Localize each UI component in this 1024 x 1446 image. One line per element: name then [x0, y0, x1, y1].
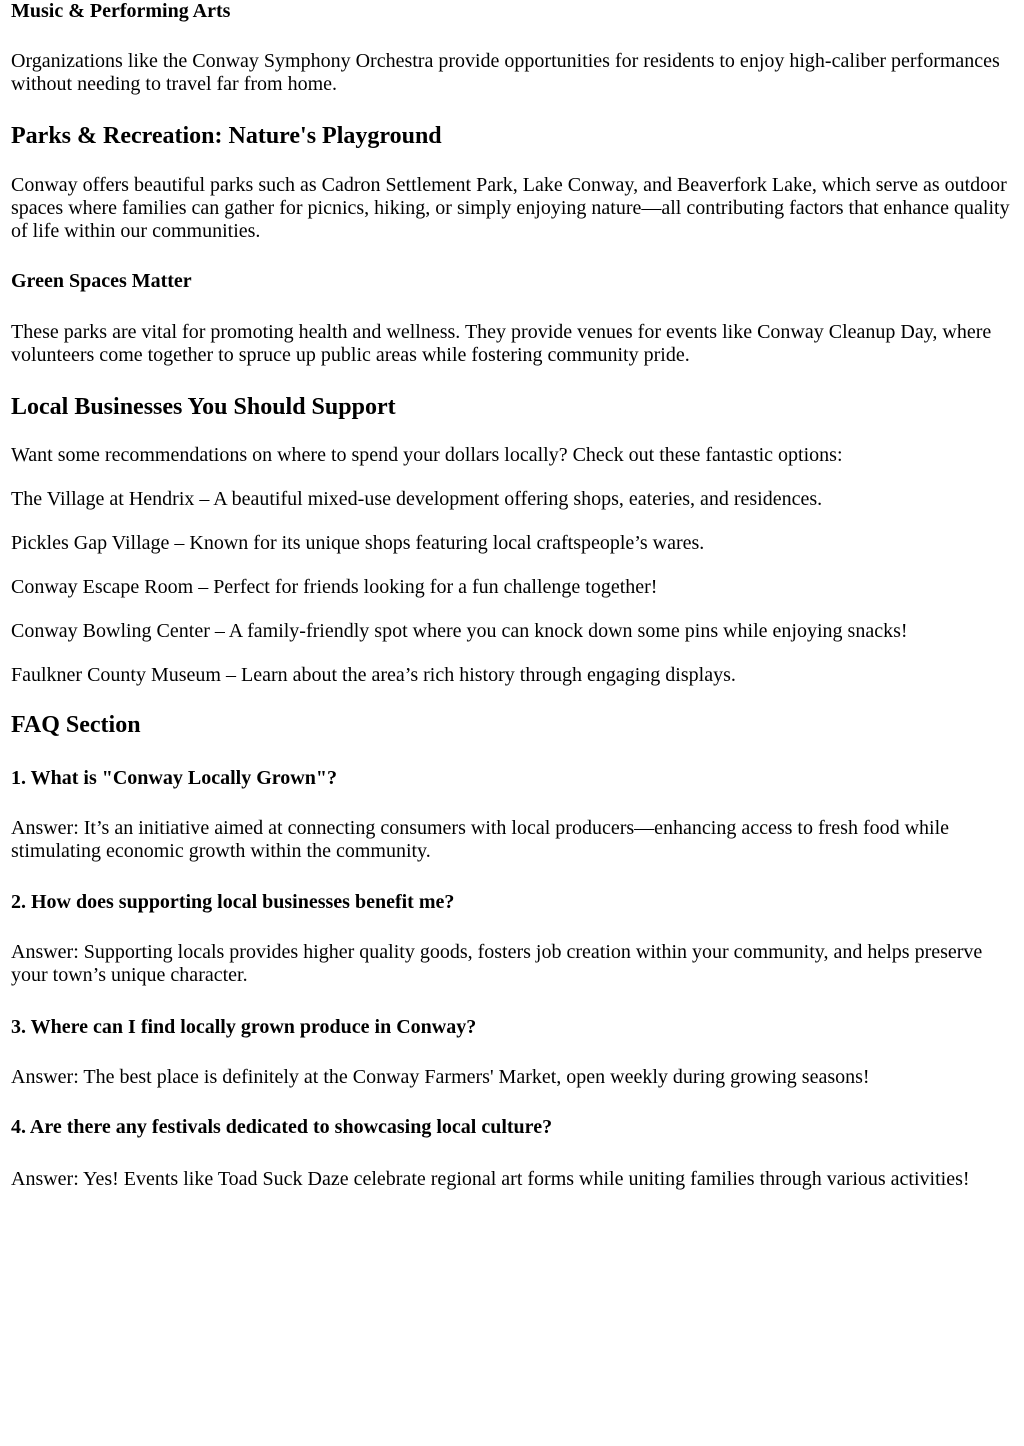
parks-body: Conway offers beautiful parks such as Cadron Settlement Park, Lake Conway, and Beaverfork Lake, which serve as outdoor spaces where families can gather for picnics, hiking, or simply enjoying nature—all contributing factors that enhance quality of life within our communities.: [11, 174, 1010, 242]
business-item: Pickles Gap Village – Known for its unique shops featuring local craftspeople’s wares.: [11, 532, 705, 554]
faq-answer: Answer: The best place is definitely at the Conway Farmers' Market, open weekly during growing seasons!: [11, 1066, 870, 1088]
music-body: Organizations like the Conway Symphony Orchestra provide opportunities for residents to enjoy high-caliber performances without needing to travel far from home.: [11, 50, 1000, 95]
green-spaces-body: These parks are vital for promoting health and wellness. They provide venues for events like Conway Cleanup Day, where volunteers come together to spruce up public areas while fostering community pride.: [11, 321, 992, 366]
green-spaces-heading: Green Spaces Matter: [11, 270, 192, 292]
faq-question: 1. What is "Conway Locally Grown"?: [11, 767, 337, 789]
businesses-intro: Want some recommendations on where to spend your dollars locally? Check out these fantastic options:: [11, 444, 843, 466]
business-item: Conway Bowling Center – A family-friendly spot where you can knock down some pins while enjoying snacks!: [11, 620, 908, 642]
faq-answer: Answer: It’s an initiative aimed at connecting consumers with local producers—enhancing access to fresh food while stimulating economic growth within the community.: [11, 817, 950, 862]
business-item: The Village at Hendrix – A beautiful mixed-use development offering shops, eateries, and residences.: [11, 488, 823, 510]
faq-heading: FAQ Section: [11, 712, 141, 738]
faq-answer: Answer: Supporting locals provides higher quality goods, fosters job creation within your community, and helps preserve your town’s unique character.: [11, 941, 983, 986]
parks-heading: Parks & Recreation: Nature's Playground: [11, 123, 442, 149]
businesses-heading: Local Businesses You Should Support: [11, 394, 396, 420]
business-item: Conway Escape Room – Perfect for friends looking for a fun challenge together!: [11, 576, 658, 598]
business-item: Faulkner County Museum – Learn about the area’s rich history through engaging displays.: [11, 664, 736, 686]
music-heading: Music & Performing Arts: [11, 0, 231, 22]
faq-answer: Answer: Yes! Events like Toad Suck Daze celebrate regional art forms while uniting families through various activities!: [11, 1168, 970, 1190]
faq-question: 4. Are there any festivals dedicated to showcasing local culture?: [11, 1116, 553, 1138]
faq-question: 3. Where can I find locally grown produce in Conway?: [11, 1016, 477, 1038]
faq-question: 2. How does supporting local businesses benefit me?: [11, 891, 455, 913]
